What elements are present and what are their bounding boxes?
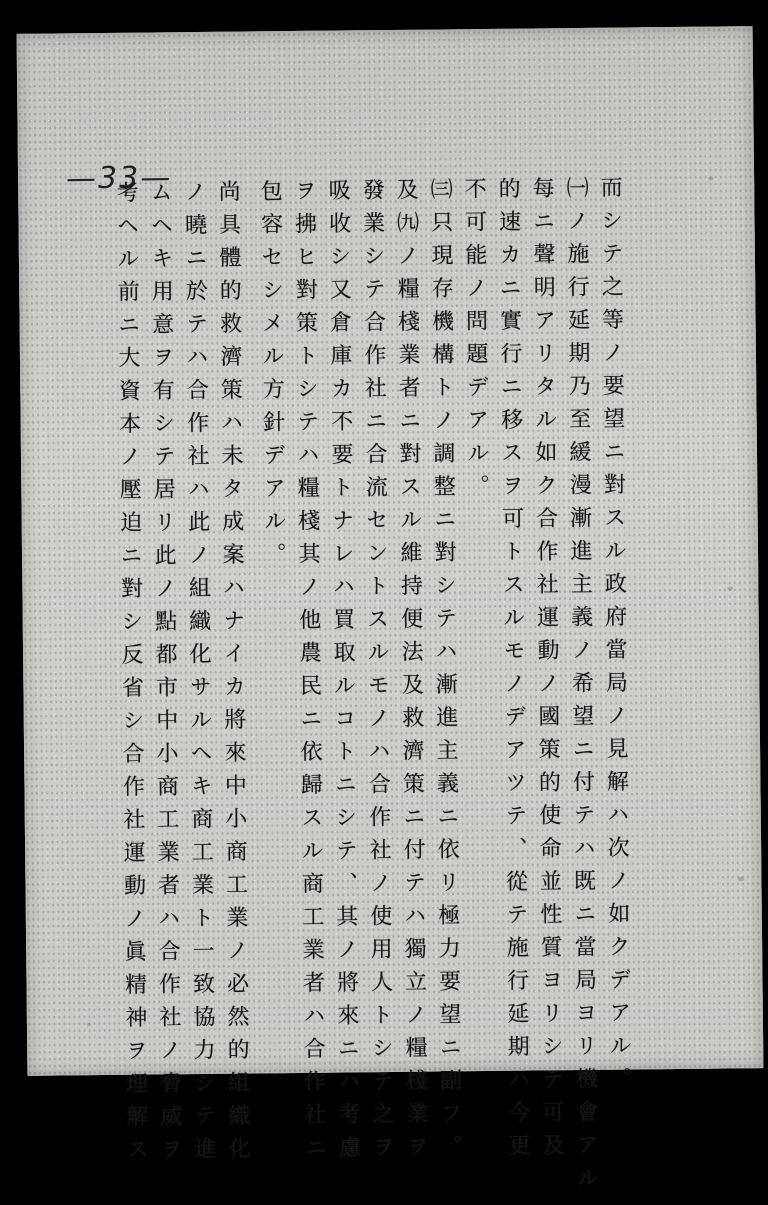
paper-stain — [737, 876, 744, 881]
text-column-1: 而シテ之等ノ要望ニ對スル政府當局ノ見解ハ次ノ如クデアル。 — [597, 175, 632, 1100]
paper-stain — [727, 586, 733, 590]
text-column-14: ムヘキ用意ヲ有シテ居リ此ノ點都市中小商工業者ハ合作社ノ脅威ヲ — [147, 180, 183, 1171]
paper-stain — [87, 1023, 91, 1026]
text-column-12: 尚具體的救濟策ハ未タ成案ハナイカ將來中小商工業ノ必然的組織化 — [215, 179, 251, 1170]
text-column-4: 的速カニ實行ニ移スヲ可トスルモノデアツテ、從テ施行延期ハ今更 — [495, 176, 531, 1167]
page-number: —33— — [65, 160, 173, 197]
text-column-15: 考ヘル前ニ大資本ノ壓迫ニ對シ反省シ合作社運動ノ眞精神ヲ理解ス — [113, 180, 149, 1171]
text-column-11: 包容セシメル方針デアル。 — [257, 179, 287, 576]
text-column-10: ヲ拂ヒ對策トシテハ糧棧其ノ他農民ニ依歸スル商工業者ハ合作社ニ — [291, 178, 327, 1169]
text-column-7: 及㈨ノ糧棧業者ニ對スル維持便法及救濟策ニ付テハ獨立ノ糧棧業ヲ — [393, 177, 429, 1168]
text-column-13: ノ曉ニ於テハ合作社ハ此ノ組織化サルヘキ商工業ト一致協力シテ進 — [181, 179, 217, 1171]
text-column-9: 吸收シ又倉庫カ不要トナレハ買取ルコトニシテ、其ノ將來ニハ考慮 — [325, 178, 361, 1169]
text-column-6: ㈢只現存機構トノ調整ニ對シテハ漸進主義ニ依リ極力要望ニ副フ。 — [427, 177, 463, 1168]
document-page — [17, 26, 764, 1200]
paper-stain — [708, 177, 713, 181]
text-column-8: 發業シテ合作社ニ合流セントスルモノハ合作社ノ使用人トシテ之ヲ — [359, 178, 395, 1169]
text-column-2: ㈠ノ施行延期乃至緩漫漸進主義ノ希望ニ付テハ既ニ當局ヨリ機會アル — [563, 175, 599, 1200]
text-column-3: 每ニ聲明アリタル如ク合作社運動ノ國策的使命並性質ヨリシテ可及 — [529, 176, 565, 1167]
text-column-5: 不可能ノ問題デアル。 — [461, 176, 490, 508]
